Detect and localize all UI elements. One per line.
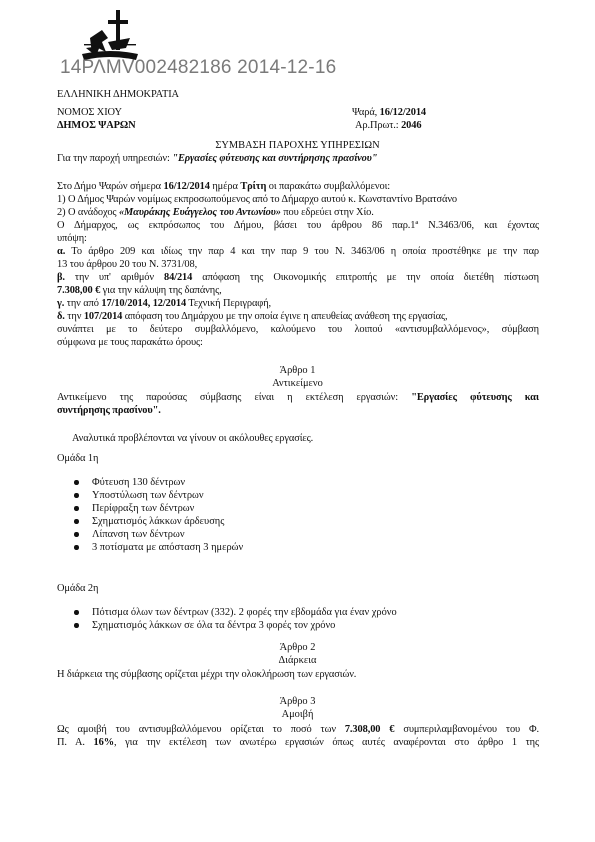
article-1-text-line-1: Αντικείμενο της παρούσας σύμβασης είναι η εκτέλεση εργασιών: "Εργασίες φύτευσης και (57, 392, 539, 403)
clause-d-line-2: συνάπτει με το δεύτερο συμβαλλόμενο, καλούμενο του λοιπού «αντισυμβαλλόμενος», σύμβαση (57, 324, 539, 335)
list-item: Περίφραξη των δέντρων (72, 502, 243, 515)
intro-line: Στο Δήμο Ψαρών σήμερα 16/12/2014 ημέρα Τρίτη οι παρακάτω συμβαλλόμενοι: (57, 181, 391, 192)
document-title: ΣΥΜΒΑΣΗ ΠΑΡΟΧΗΣ ΥΠΗΡΕΣΙΩΝ (215, 140, 380, 151)
list-item: Πότισμα όλων των δέντρων (332). 2 φορές την εβδομάδα για έναν χρόνο (72, 606, 397, 619)
article-1-subtitle: Αντικείμενο (272, 378, 323, 389)
group-2-list (72, 606, 397, 632)
list-item: Σχηματισμός λάκκων σε όλα τα δέντρα 3 φορές τον χρόνο (72, 619, 397, 632)
article-3-text-line-2: Π. Α. 16%, για την εκτέλεση των ανωτέρω εργασιών όπως αυτές αναφέρονται στο άρθρο 1 της (57, 737, 539, 748)
clause-a-line-2: 13 του άρθρου 20 του Ν. 3731/08, (57, 259, 198, 270)
bullet-icon (74, 493, 79, 498)
group-1-label: Ομάδα 1η (57, 453, 99, 464)
list-item: Σχηματισμός λάκκων άρδευσης (72, 515, 243, 528)
article-1-title: Άρθρο 1 (279, 365, 316, 376)
article-1-text-line-2: συντήρησης πρασίνου". (57, 405, 161, 416)
list-item: 3 ποτίσματα με απόσταση 3 ημερών (72, 541, 243, 554)
clause-a-line-1: α. Το άρθρο 209 και ιδίως την παρ 4 και την παρ 9 του Ν. 3463/06 η οποία προστέθηκε με την παρ (57, 246, 539, 257)
prefecture-name: ΝΟΜΟΣ ΧΙΟΥ (57, 107, 122, 118)
clause-b-line-2: 7.308,00 € για την κάλυψη της δαπάνης, (57, 285, 222, 296)
bullet-icon (74, 506, 79, 511)
group-2-label: Ομάδα 2η (57, 583, 99, 594)
considering-label: υπόψη: (57, 233, 87, 244)
municipality-name: ΔΗΜΟΣ ΨΑΡΩΝ (57, 120, 136, 131)
clause-d-line-1: δ. την 107/2014 απόφαση του Δημάρχου με την οποία έγινε η απευθείας ανάθεση της εργασίας, (57, 311, 448, 322)
article-2-title: Άρθρο 2 (279, 642, 316, 653)
article-2-subtitle: Διάρκεια (278, 655, 317, 666)
article-3-subtitle: Αμοιβή (281, 709, 314, 720)
article-2-text: Η διάρκεια της σύμβασης ορίζεται μέχρι την ολοκλήρωση των εργασιών. (57, 669, 357, 680)
clause-b-line-1: β. την υπ' αριθμόν 84/214 απόφαση της Οικονομικής επιτροπής με την οποία διετέθη πίστωση (57, 272, 539, 283)
clause-c: γ. την από 17/10/2014, 12/2014 Τεχνική Περιγραφή, (57, 298, 272, 309)
protocol-number: Αρ.Πρωτ.: 2046 (355, 120, 422, 131)
article-3-title: Άρθρο 3 (279, 696, 316, 707)
bullet-icon (74, 532, 79, 537)
article-1-works-intro: Αναλυτικά προβλέπονται να γίνουν οι ακόλουθες εργασίες. (72, 433, 314, 444)
subject-line: Για την παροχή υπηρεσιών: "Εργασίες φύτευσης και συντήρησης πρασίνου" (57, 153, 378, 164)
bullet-icon (74, 610, 79, 615)
list-item: Υποστύλωση των δέντρων (72, 489, 243, 502)
group-1-list (72, 476, 243, 554)
mayor-clause: Ο Δήμαρχος, ως εκπρόσωπος του Δήμου, βάσει του άρθρου 86 παρ.1ª Ν.3463/06, και έχοντας (57, 220, 539, 231)
country-name: ΕΛΛΗΝΙΚΗ ΔΗΜΟΚΡΑΤΙΑ (57, 89, 179, 100)
bullet-icon (74, 545, 79, 550)
bullet-icon (74, 480, 79, 485)
list-item: Λίπανση των δέντρων (72, 528, 243, 541)
clause-d-line-3: σύμφωνα με τους παρακάτω όρους: (57, 337, 203, 348)
place-date: Ψαρά, 16/12/2014 (352, 107, 427, 118)
party-2: 2) Ο ανάδοχος «Μαυράκης Ευάγγελος του Αντωνίου» που εδρεύει στην Χίο. (57, 207, 374, 218)
list-item: Φύτευση 130 δέντρων (72, 476, 243, 489)
article-3-text-line-1: Ως αμοιβή του αντισυμβαλλόμενου ορίζεται το ποσό των 7.308,00 € συμπεριλαμβανομένου του Φ. (57, 724, 539, 735)
party-1: 1) Ο Δήμος Ψαρών νομίμως εκπροσωπούμενος από το Δήμαρχο αυτού κ. Κωνσταντίνο Βρατσάνο (57, 194, 458, 205)
bullet-icon (74, 519, 79, 524)
bullet-icon (74, 623, 79, 628)
watermark-text: 14ΡΛΜV002482186 2014-12-16 (60, 57, 337, 78)
